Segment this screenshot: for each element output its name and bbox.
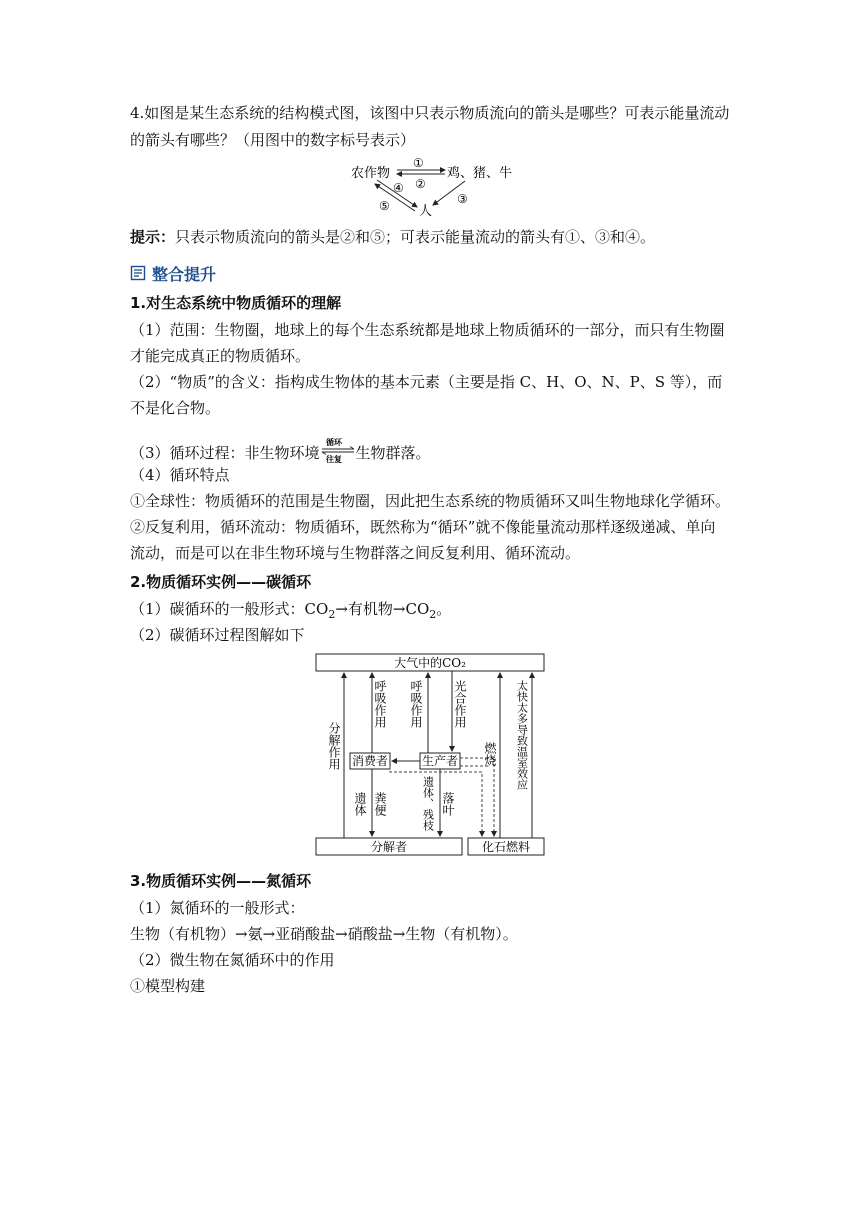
- section-header: [130, 262, 216, 284]
- s1-p5: ①全球性：物质循环的范围是生物圈，因此把生态系统的物质循环又叫生物地球化学循环。: [130, 492, 731, 510]
- atmosphere-co2-label: 大气中的CO₂: [394, 656, 466, 670]
- s1-p4: （4）循环特点: [130, 466, 230, 484]
- label-fallen-leaves: 落叶: [441, 792, 455, 816]
- s1-title: 1.对生态系统中物质循环的理解: [130, 294, 342, 312]
- node-human: 人: [419, 204, 433, 219]
- s1-p3: [130, 437, 431, 467]
- label-remains-branches: 遗体、残枝: [421, 776, 435, 831]
- label-burning: 燃烧: [483, 742, 497, 766]
- s3-p3: （2）微生物在氮循环中的作用: [130, 951, 335, 969]
- s1-p2b: 不是化合物。: [130, 399, 221, 417]
- s2-title: 2.物质循环实例——碳循环: [130, 573, 312, 591]
- s3-p4: ①模型构建: [130, 977, 206, 995]
- s1-p6a: ②反复利用，循环流动：物质循环，既然称为“循环”就不像能量流动那样逐级递减、单向: [130, 518, 716, 536]
- label-decomposition: 分解作用: [327, 722, 341, 770]
- food-web-diagram: [345, 155, 520, 220]
- decomposer-label: 分解者: [370, 840, 408, 854]
- s3-p1: （1）氮循环的一般形式：: [130, 899, 305, 917]
- hint-text: 只表示物质流向的箭头是②和⑤；可表示能量流动的箭头有①、③和④。: [175, 228, 656, 246]
- label-5: ⑤: [379, 199, 390, 213]
- producer-label: 生产者: [421, 754, 459, 768]
- label-3: ③: [457, 192, 468, 206]
- label-1: ①: [413, 156, 424, 170]
- arrow-top-label: 循环: [325, 437, 342, 447]
- s2-p1-pre: （1）碳循环的一般形式：CO: [130, 600, 329, 618]
- reversible-arrow: [320, 437, 356, 467]
- node-livestock: 鸡、猪、牛: [447, 166, 513, 181]
- question-4-line2: 的箭头有哪些？（用图中的数字标号表示）: [130, 131, 416, 149]
- label-respiration-consumer: 呼吸作用: [373, 680, 387, 728]
- consumer-label: 消费者: [351, 754, 389, 768]
- label-2: ②: [415, 177, 426, 191]
- label-4: ④: [393, 181, 404, 195]
- s1-p3-post: 生物群落。: [355, 444, 431, 462]
- s2-sub-b: 2: [429, 608, 437, 621]
- s1-p1a: （1）范围：生物圈，地球上的每个生态系统都是地球上物质循环的一部分，而只有生物圈: [130, 321, 725, 339]
- s2-p1-mid: →有机物→CO: [335, 600, 430, 618]
- s1-p1b: 才能完成真正的物质循环。: [130, 347, 311, 365]
- node-crops: 农作物: [351, 166, 391, 181]
- s3-title: 3.物质循环实例——氮循环: [130, 872, 312, 890]
- s3-p2: 生物（有机物）→氨→亚硝酸盐→硝酸盐→生物（有机物）。: [130, 925, 518, 943]
- s2-p1-end: 。: [436, 600, 452, 618]
- label-remains: 遗体: [353, 792, 367, 816]
- label-respiration-producer: 呼吸作用: [409, 680, 423, 728]
- s2-sub-a: 2: [328, 608, 336, 621]
- s1-p3-pre: （3）循环过程：非生物环境: [130, 444, 320, 462]
- document-list-icon: [130, 265, 146, 281]
- s2-p2: （2）碳循环过程图解如下: [130, 626, 305, 644]
- s1-p2a: （2）“物质”的含义：指构成生物体的基本元素（主要是指 C、H、O、N、P、S 等），而: [130, 373, 723, 391]
- fossil-fuel-label: 化石燃料: [481, 840, 531, 854]
- hint-label: 提示：: [130, 228, 176, 246]
- label-photosynthesis: 光合作用: [453, 680, 467, 728]
- s2-p1: [130, 599, 451, 621]
- s1-p6b: 流动，而是可以在非生物环境与生物群落之间反复利用、循环流动。: [130, 544, 581, 562]
- arrow-bottom-label: 往复: [325, 454, 342, 464]
- carbon-cycle-diagram: [310, 650, 550, 860]
- question-4-line1: 4.如图是某生态系统的结构模式图，该图中只表示物质流向的箭头是哪些？可表示能量流动: [130, 104, 730, 122]
- label-greenhouse: 太快太多导致温室效应: [515, 680, 529, 790]
- section-title: 整合提升: [152, 264, 217, 284]
- label-feces: 粪便: [373, 792, 387, 816]
- hint-line: [130, 227, 655, 247]
